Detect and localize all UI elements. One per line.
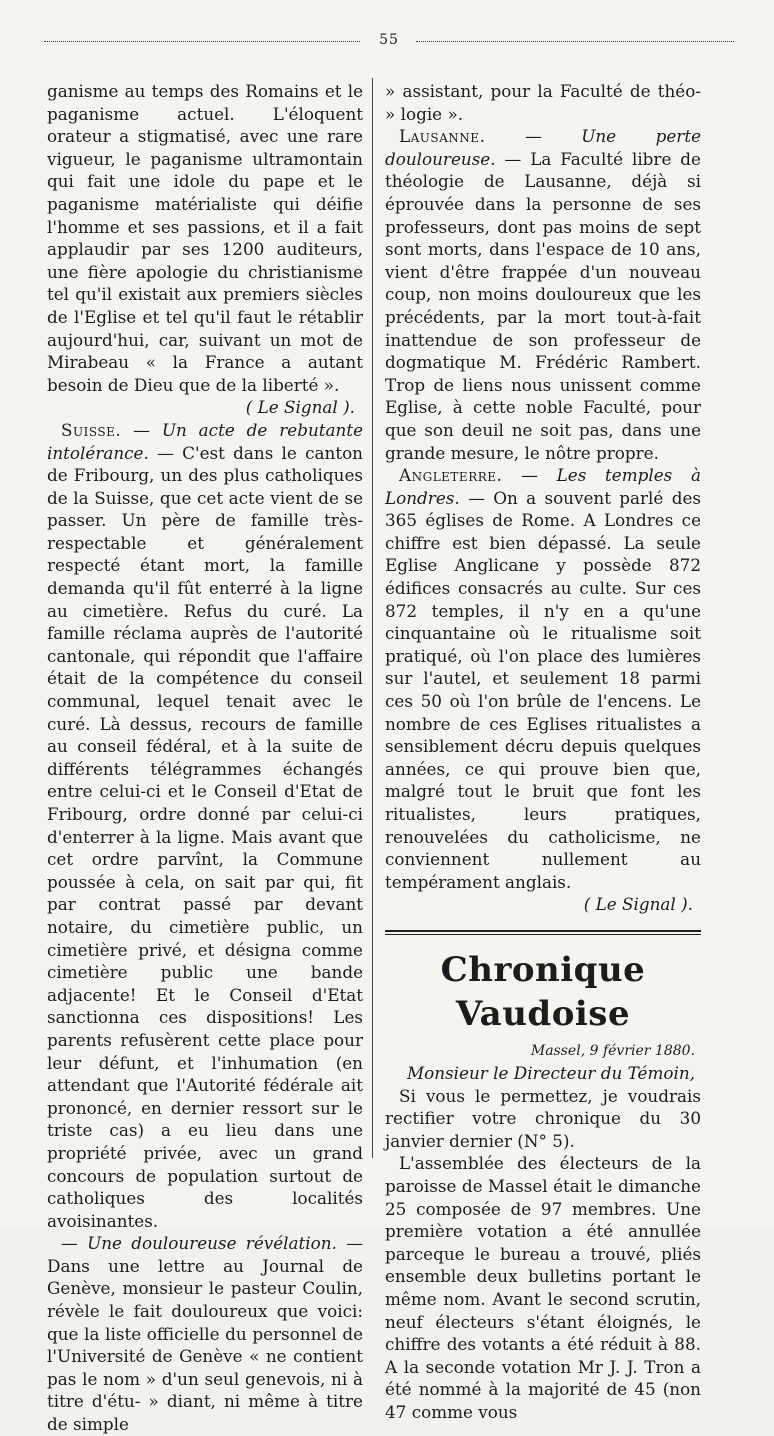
paragraph-paganisme: ganisme au temps des Romains et le paganisme actuel. L'éloquent orateur a stigmatisé, avec une rare vigueur, le paganisme ultramontain qui fait une idole du pape et le paganisme matérialiste qui déifie l'homme et ses passions, et il a fait applaudir par ses 1200 auditeurs, une fière apologie du christianisme tel qu'il existait aux premiers siècles de l'Eglise et tel qu'il faut le rétablir aujourd'hui, car, suivant un mot de Mirabeau « la France a autant besoin de Dieu que de la liberté ». bbox=[47, 81, 363, 395]
section-title: Chronique Vaudoise bbox=[440, 949, 646, 1034]
source-le-signal-2 bbox=[385, 893, 701, 916]
left-column bbox=[47, 80, 363, 1436]
article-label-suisse: Suisse. bbox=[61, 419, 122, 440]
article-label-lausanne: Lausanne. bbox=[399, 126, 486, 147]
continuation-paragraph: » assistant, pour la Faculté de théo- » logie ». bbox=[385, 81, 701, 124]
dateline: Massel, 9 février 1880. bbox=[530, 1042, 695, 1059]
article-angleterre bbox=[385, 464, 701, 893]
page-header bbox=[44, 34, 734, 48]
column-divider bbox=[372, 78, 373, 1158]
article-suisse: Suisse. — Un acte de rebutante intolérance. — C'est dans le canton de Fribourg, un des plus catholiques de la Suisse, que cet acte vient de se passer. Un père de famille très-respectable et généralement respecté étant mort, la famille demanda qu'il fût enterré à la ligne au cimetière. Refus du curé. La famille réclama auprès de l'autorité cantonale, qui répondit que l'affaire était de la compétence du conseil communal, lequel tenait avec le curé. Là dessus, recours de famille au conseil fédéral, et à la suite de différents télégrammes échangés entre celui-ci et le Conseil d'Etat de Fribourg, ordre donné par celui-ci d'enterrer à la ligne. Mais avant que cet ordre parvînt, la Commune poussée à cela, on sait par qui, fit par contrat passé par devant notaire, du cimetière public, un cimetière privé, et désigna comme cimetière public une bande adjacente! Et le Conseil d'Etat sanctionna ces dispositions! Les parents refusèrent cette place pour leur défunt, et l'inhumation (en attendant que l'Autorité fédérale ait prononcé, en dernier ressort sur le triste cas) a eu lieu dans une propriété privée, avec un grand concours de population surtout de catholiques des localités avoisinantes. bbox=[47, 419, 363, 1231]
article-body-angleterre: — On a souvent parlé des 365 églises de Rome. A Londres ce chiffre est bien dépassé. La seule Eglise Anglicane y possède 872 édifices consacrés au culte. Sur ces 872 temples, il n'y en a qu'une cinquantaine où le ritualisme soit pratiqué, où l'on place des lumières sur l'autel, et seulement 18 parmi ces 50 où l'on brûle de l'encens. Le nombre de ces Eglises ritualistes a sensiblement décru depuis quelques années, ce qui prouve bien que, malgré tout le bruit que font les ritualistes, leurs pratiques, renouvelées du catholicisme, ne conviennent nullement au tempérament anglais. bbox=[385, 487, 701, 892]
section-separator bbox=[385, 930, 701, 932]
article-body-revelation: — Dans une lettre au Journal de Genève, monsieur le pasteur Coulin, révèle le fait douloureux que voici: que la liste officielle du personnel de l'Université de Genève « ne contient pas le nom » d'un seul genevois, ni à titre d'étu- » diant, ni même à titre de simple bbox=[47, 1233, 363, 1435]
article-lausanne bbox=[385, 125, 701, 464]
source-credit: ( Le Signal ). bbox=[583, 894, 693, 915]
article-label-angleterre: Angleterre. bbox=[399, 465, 503, 486]
article-title-lausanne: — Une perte douloureuse. bbox=[385, 126, 702, 169]
right-column bbox=[385, 80, 701, 1423]
header-rule-right bbox=[416, 41, 734, 42]
source-le-signal-1 bbox=[47, 396, 363, 419]
article-title-suisse: Un acte de rebutante intolérance. bbox=[47, 419, 363, 463]
article-body-suisse: — C'est dans le canton de Fribourg, un des plus catholiques de la Suisse, que cet acte vient de se passer. Un père de famille très-respectable et généralement respecté étant mort, la famille demanda qu'il fût enterré à la ligne au cimetière. Refus du curé. La famille réclama auprès de l'autorité cantonale, qui répondit que l'affaire était de la compétence du conseil communal, lequel tenait avec le curé. Là dessus, recours de famille au conseil fédéral, et à la suite de différents télégrammes échangés entre celui-ci et le Conseil d'Etat de Fribourg, ordre donné par celui-ci d'enterrer à la ligne. Mais avant que cet ordre parvînt, la Commune poussée à cela, on sait par qui, fit par contrat passé par devant notaire, du cimetière public, un cimetière privé, et désigna comme cimetière public une bande adjacente! Et le Conseil d'Etat sanctionna ces dispositions! Les parents refusèrent cette place pour leur défunt, et l'inhumation (en attendant que l'Autorité fédérale ait prononcé, en dernier ressort sur le triste cas) a eu lieu dans une propriété privée, avec un grand concours de population surtout de catholiques des localités avoisinantes. bbox=[47, 442, 363, 1231]
article-body-lausanne: — La Faculté libre de théologie de Lausanne, déjà si éprouvée dans la personne de ses professeurs, dont pas moins de sept sont morts, dans l'espace de 10 ans, vient d'être frappée d'un nouveau coup, non moins douloureux que les précédents, par la mort tout-à-fait inattendue de son professeur de dogmatique M. Frédéric Rambert. Trop de liens nous unissent comme Eglise, à cette noble Faculté, pour que son deuil ne soit pas, dans une grande mesure, le nôtre propre. bbox=[385, 148, 701, 463]
letter-paragraph-2: L'assemblée des électeurs de la paroisse de Massel était le dimanche 25 composée de 97 membres. Une première votation a été annullée parceque le bureau a trouvé, pliés ensemble deux bulletins portant le même nom. Avant le second scrutin, neuf électeurs s'étant éloignés, le chiffre des votants a été réduit à 88. A la seconde votation Mr J. J. Tron a été nommé à la majorité de 45 (non 47 comme vous bbox=[385, 1153, 701, 1422]
article-paganisme-text bbox=[47, 80, 363, 396]
letter-paragraph-1: Si vous le permettez, je voudrais rectifier votre chronique du 30 janvier dernier (N° 5). bbox=[385, 1085, 701, 1151]
salutation: Monsieur le Directeur du Témoin, bbox=[406, 1062, 695, 1083]
article-title-revelation: — Une douloureuse révélation. bbox=[61, 1233, 337, 1254]
article-revelation bbox=[47, 1232, 363, 1435]
source-credit: ( Le Signal ). bbox=[245, 397, 355, 418]
article-title-angleterre: — Les temples à Londres. bbox=[385, 465, 701, 508]
page-number: 55 bbox=[379, 32, 399, 48]
